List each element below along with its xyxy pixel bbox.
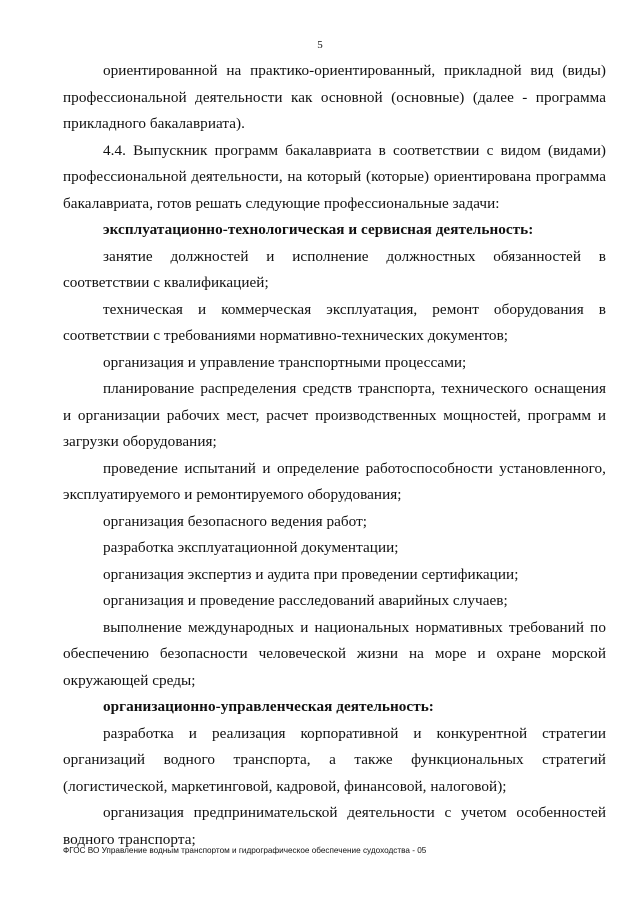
- list-item: организация безопасного ведения работ;: [103, 512, 368, 530]
- list-item: занятие должностей и исполнение должностных обязанностей в соответствии с квалификацией;: [63, 247, 606, 291]
- document-body: [63, 58, 606, 853]
- paragraph-continuation: ориентированной на практико-ориентированный, прикладной вид (виды) профессиональной деятельности как основной (основные) (далее - программа прикладного бакалавриата).: [63, 62, 606, 132]
- list-item: разработка эксплуатационной документации;: [103, 539, 399, 556]
- list-item: организация экспертиз и аудита при проведении сертификации;: [103, 565, 519, 583]
- list-item: выполнение международных и национальных нормативных требований по обеспечению безопасности человеческой жизни на море и охране морской окружающей среды;: [63, 618, 606, 689]
- page-number: 5: [317, 39, 323, 51]
- paragraph-clause-4-4: 4.4. Выпускник программ бакалавриата в соответствии с видом (видами) профессиональной деятельности, на который (которые) ориентирована программа бакалавриата, готов решать следующие профессиональные задачи:: [63, 141, 606, 212]
- list-item: проведение испытаний и определение работоспособности установленного, эксплуатируемого и ремонтируемого оборудования;: [63, 459, 606, 503]
- list-item: организация и управление транспортными процессами;: [103, 353, 467, 371]
- list-item: техническая и коммерческая эксплуатация, ремонт оборудования в соответствии с требованиями нормативно-технических документов;: [63, 300, 606, 344]
- document-footer: ФГОС ВО Управление водным транспортом и гидрографическое обеспечение судоходства - 05: [63, 846, 427, 855]
- heading-organizational-managerial: организационно-управленческая деятельность:: [103, 698, 434, 715]
- heading-operational-technological: эксплуатационно-технологическая и сервисная деятельность:: [103, 221, 534, 238]
- list-item: организация предпринимательской деятельности с учетом особенностей водного транспорта;: [63, 804, 606, 848]
- list-item: организация и проведение расследований аварийных случаев;: [103, 592, 508, 609]
- list-item: планирование распределения средств транспорта, технического оснащения и организации рабочих мест, расчет производственных мощностей, программ и загрузки оборудования;: [63, 380, 606, 450]
- list-item: разработка и реализация корпоративной и конкурентной стратегии организаций водного транспорта, а также функциональных стратегий (логистической, маркетинговой, кадровой, финансовой, налоговой);: [63, 724, 606, 795]
